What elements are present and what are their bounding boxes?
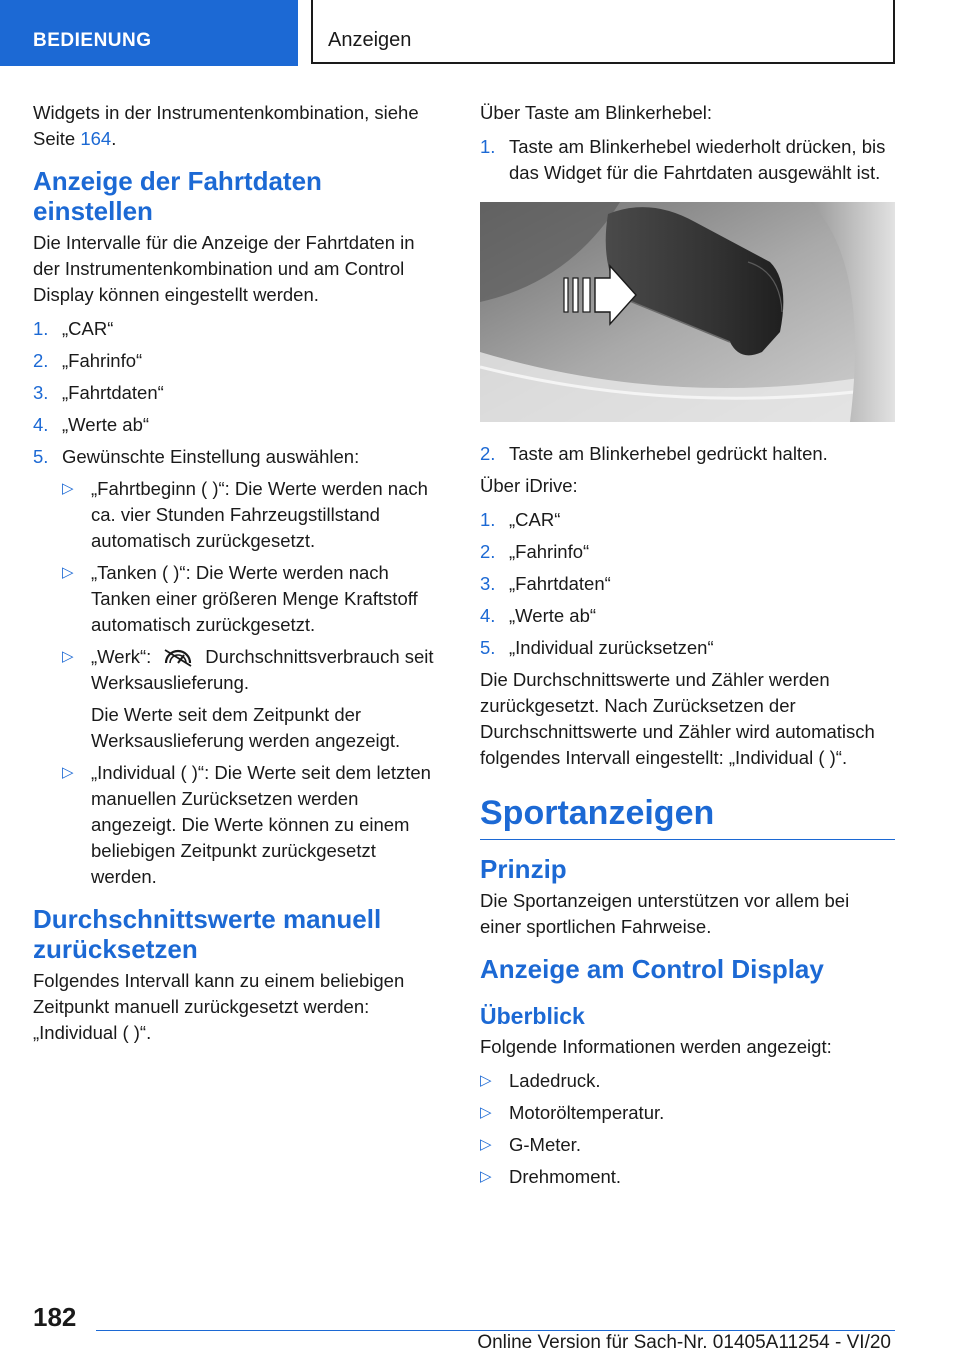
- heading-prinzip: Prinzip: [480, 854, 567, 884]
- step-text: „Werte ab“: [62, 414, 150, 435]
- step-number: 3.: [480, 573, 496, 594]
- online-version-text: Online Version für Sach-Nr. 01405A11254 - VI/20: [477, 1332, 891, 1353]
- step-text: Taste am Blinkerhebel wiederholt drücken, bis das Widget für die Fahrtdaten ausgewählt ist.: [509, 136, 886, 183]
- intro-end: .: [111, 128, 117, 149]
- list-item: [62, 644, 443, 754]
- options-list: [62, 476, 443, 890]
- option-text-before: „Werk“:: [91, 646, 152, 667]
- section-title: BEDIENUNG: [0, 0, 298, 66]
- step-text: „Fahrinfo“: [62, 350, 143, 371]
- info-list: [480, 1068, 895, 1190]
- heading-durchschnittswerte: Durchschnittswerte manuell zurücksetzen: [33, 904, 382, 964]
- chapter-title: Anzeigen: [311, 0, 895, 64]
- paragraph-idrive: Über iDrive:: [480, 475, 578, 496]
- heading-fahrtdaten: Anzeige der Fahrtdaten einstellen: [33, 166, 322, 226]
- step-text: „CAR“: [62, 318, 114, 339]
- list-item: [480, 1164, 895, 1190]
- option-text-after: Durchschnittsverbrauch seit Werksauslieferung.: [91, 646, 434, 693]
- steps-list: [33, 316, 443, 890]
- triangle-bullet-icon: ▷: [480, 1104, 492, 1121]
- triangle-bullet-icon: ▷: [480, 1072, 492, 1089]
- step-number: 2.: [480, 541, 496, 562]
- triangle-bullet-icon: ▷: [480, 1136, 492, 1153]
- list-item: [62, 760, 443, 890]
- right-column: [480, 100, 895, 1196]
- page-number: 182: [33, 1302, 77, 1332]
- list-item: [480, 603, 895, 629]
- option-extra-text: Die Werte seit dem Zeitpunkt der Werksauslieferung werden angezeigt.: [91, 704, 401, 751]
- list-item: [480, 1132, 895, 1158]
- page-link[interactable]: 164: [80, 128, 112, 149]
- option-text: „Individual ( )“: Die Werte seit dem letzten manuellen Zurücksetzen werden angezeigt. Die Werte können zu einem beliebigen Zeitpunkt zurückgesetzt werden.: [91, 762, 431, 887]
- info-text: Drehmoment.: [509, 1166, 622, 1187]
- step-text: „Werte ab“: [509, 605, 597, 626]
- idrive-steps-list: [480, 507, 895, 661]
- step-text: „Fahrtdaten“: [509, 573, 611, 594]
- taste-steps-list: [480, 134, 895, 186]
- intro-paragraph: [33, 100, 443, 152]
- option-text: „Tanken ( )“: Die Werte werden nach Tanken einer größeren Menge Kraftstoff automatisch zurückgesetzt.: [91, 562, 418, 635]
- heading-ueberblick: Überblick: [480, 1003, 585, 1029]
- list-item: [480, 539, 895, 565]
- paragraph-intervalle: Die Intervalle für die Anzeige der Fahrtdaten in der Instrumentenkombination und am Control Display können eingestellt werden.: [33, 232, 415, 305]
- list-item: [480, 134, 895, 186]
- step-number: 2.: [33, 350, 49, 371]
- triangle-bullet-icon: ▷: [480, 1168, 492, 1185]
- heading-control-display: Anzeige am Control Display: [480, 954, 824, 984]
- list-item: [480, 635, 895, 661]
- list-item: [480, 507, 895, 533]
- list-item: [33, 348, 443, 374]
- triangle-bullet-icon: ▷: [62, 764, 74, 781]
- step-number: 2.: [480, 443, 496, 464]
- paragraph-taste: Über Taste am Blinkerhebel:: [480, 102, 713, 123]
- info-text: G-Meter.: [509, 1134, 581, 1155]
- list-item: [33, 412, 443, 438]
- step-number: 1.: [480, 136, 496, 157]
- info-text: Ladedruck.: [509, 1070, 601, 1091]
- list-item: [480, 571, 895, 597]
- paragraph-info: Folgende Informationen werden angezeigt:: [480, 1036, 832, 1057]
- list-item: [62, 476, 443, 554]
- step-number: 1.: [480, 509, 496, 530]
- info-text: Motoröltemperatur.: [509, 1102, 665, 1123]
- step-number: 4.: [33, 414, 49, 435]
- turn-signal-lever-figure: [480, 202, 895, 422]
- triangle-bullet-icon: ▷: [62, 648, 74, 665]
- page-footer: [0, 1280, 960, 1362]
- triangle-bullet-icon: ▷: [62, 480, 74, 497]
- step-number: 1.: [33, 318, 49, 339]
- list-item: [33, 316, 443, 342]
- taste-steps-list-2: [480, 441, 895, 467]
- paragraph-intervall: Folgendes Intervall kann zu einem beliebigen Zeitpunkt manuell zurückgesetzt werden: „Individual ( )“.: [33, 970, 405, 1043]
- step-text: „Fahrinfo“: [509, 541, 590, 562]
- paragraph-reset: Die Durchschnittswerte und Zähler werden zurückgesetzt. Nach Zurücksetzen der Durchschnittswerte und Zähler wird automatisch folgendes Intervall eingestellt: „Individual ( )“.: [480, 669, 875, 768]
- step-number: 5.: [33, 446, 49, 467]
- step-text: „Fahrtdaten“: [62, 382, 164, 403]
- list-item: [33, 380, 443, 406]
- list-item: [480, 1100, 895, 1126]
- option-text: „Fahrtbeginn ( )“: Die Werte werden nach ca. vier Stunden Fahrzeugstillstand automatisch zurückgesetzt.: [91, 478, 428, 551]
- intro-text: Widgets in der Instrumentenkombination, siehe Seite: [33, 102, 419, 149]
- average-consumption-icon: [161, 647, 195, 667]
- heading-sportanzeigen: Sportanzeigen: [480, 793, 895, 840]
- step-number: 3.: [33, 382, 49, 403]
- step-number: 4.: [480, 605, 496, 626]
- left-column: [33, 100, 443, 1054]
- step-text: „CAR“: [509, 509, 561, 530]
- paragraph-prinzip: Die Sportanzeigen unterstützen vor allem bei einer sportlichen Fahrweise.: [480, 890, 850, 937]
- step-text: Gewünschte Einstellung auswählen:: [62, 446, 360, 467]
- page-header: [0, 0, 960, 66]
- triangle-bullet-icon: ▷: [62, 564, 74, 581]
- list-item: [62, 560, 443, 638]
- list-item: [33, 444, 443, 890]
- list-item: [480, 1068, 895, 1094]
- step-text: „Individual zurücksetzen“: [509, 637, 714, 658]
- step-text: Taste am Blinkerhebel gedrückt halten.: [509, 443, 828, 464]
- list-item: [480, 441, 895, 467]
- step-number: 5.: [480, 637, 496, 658]
- footer-divider: [96, 1330, 895, 1331]
